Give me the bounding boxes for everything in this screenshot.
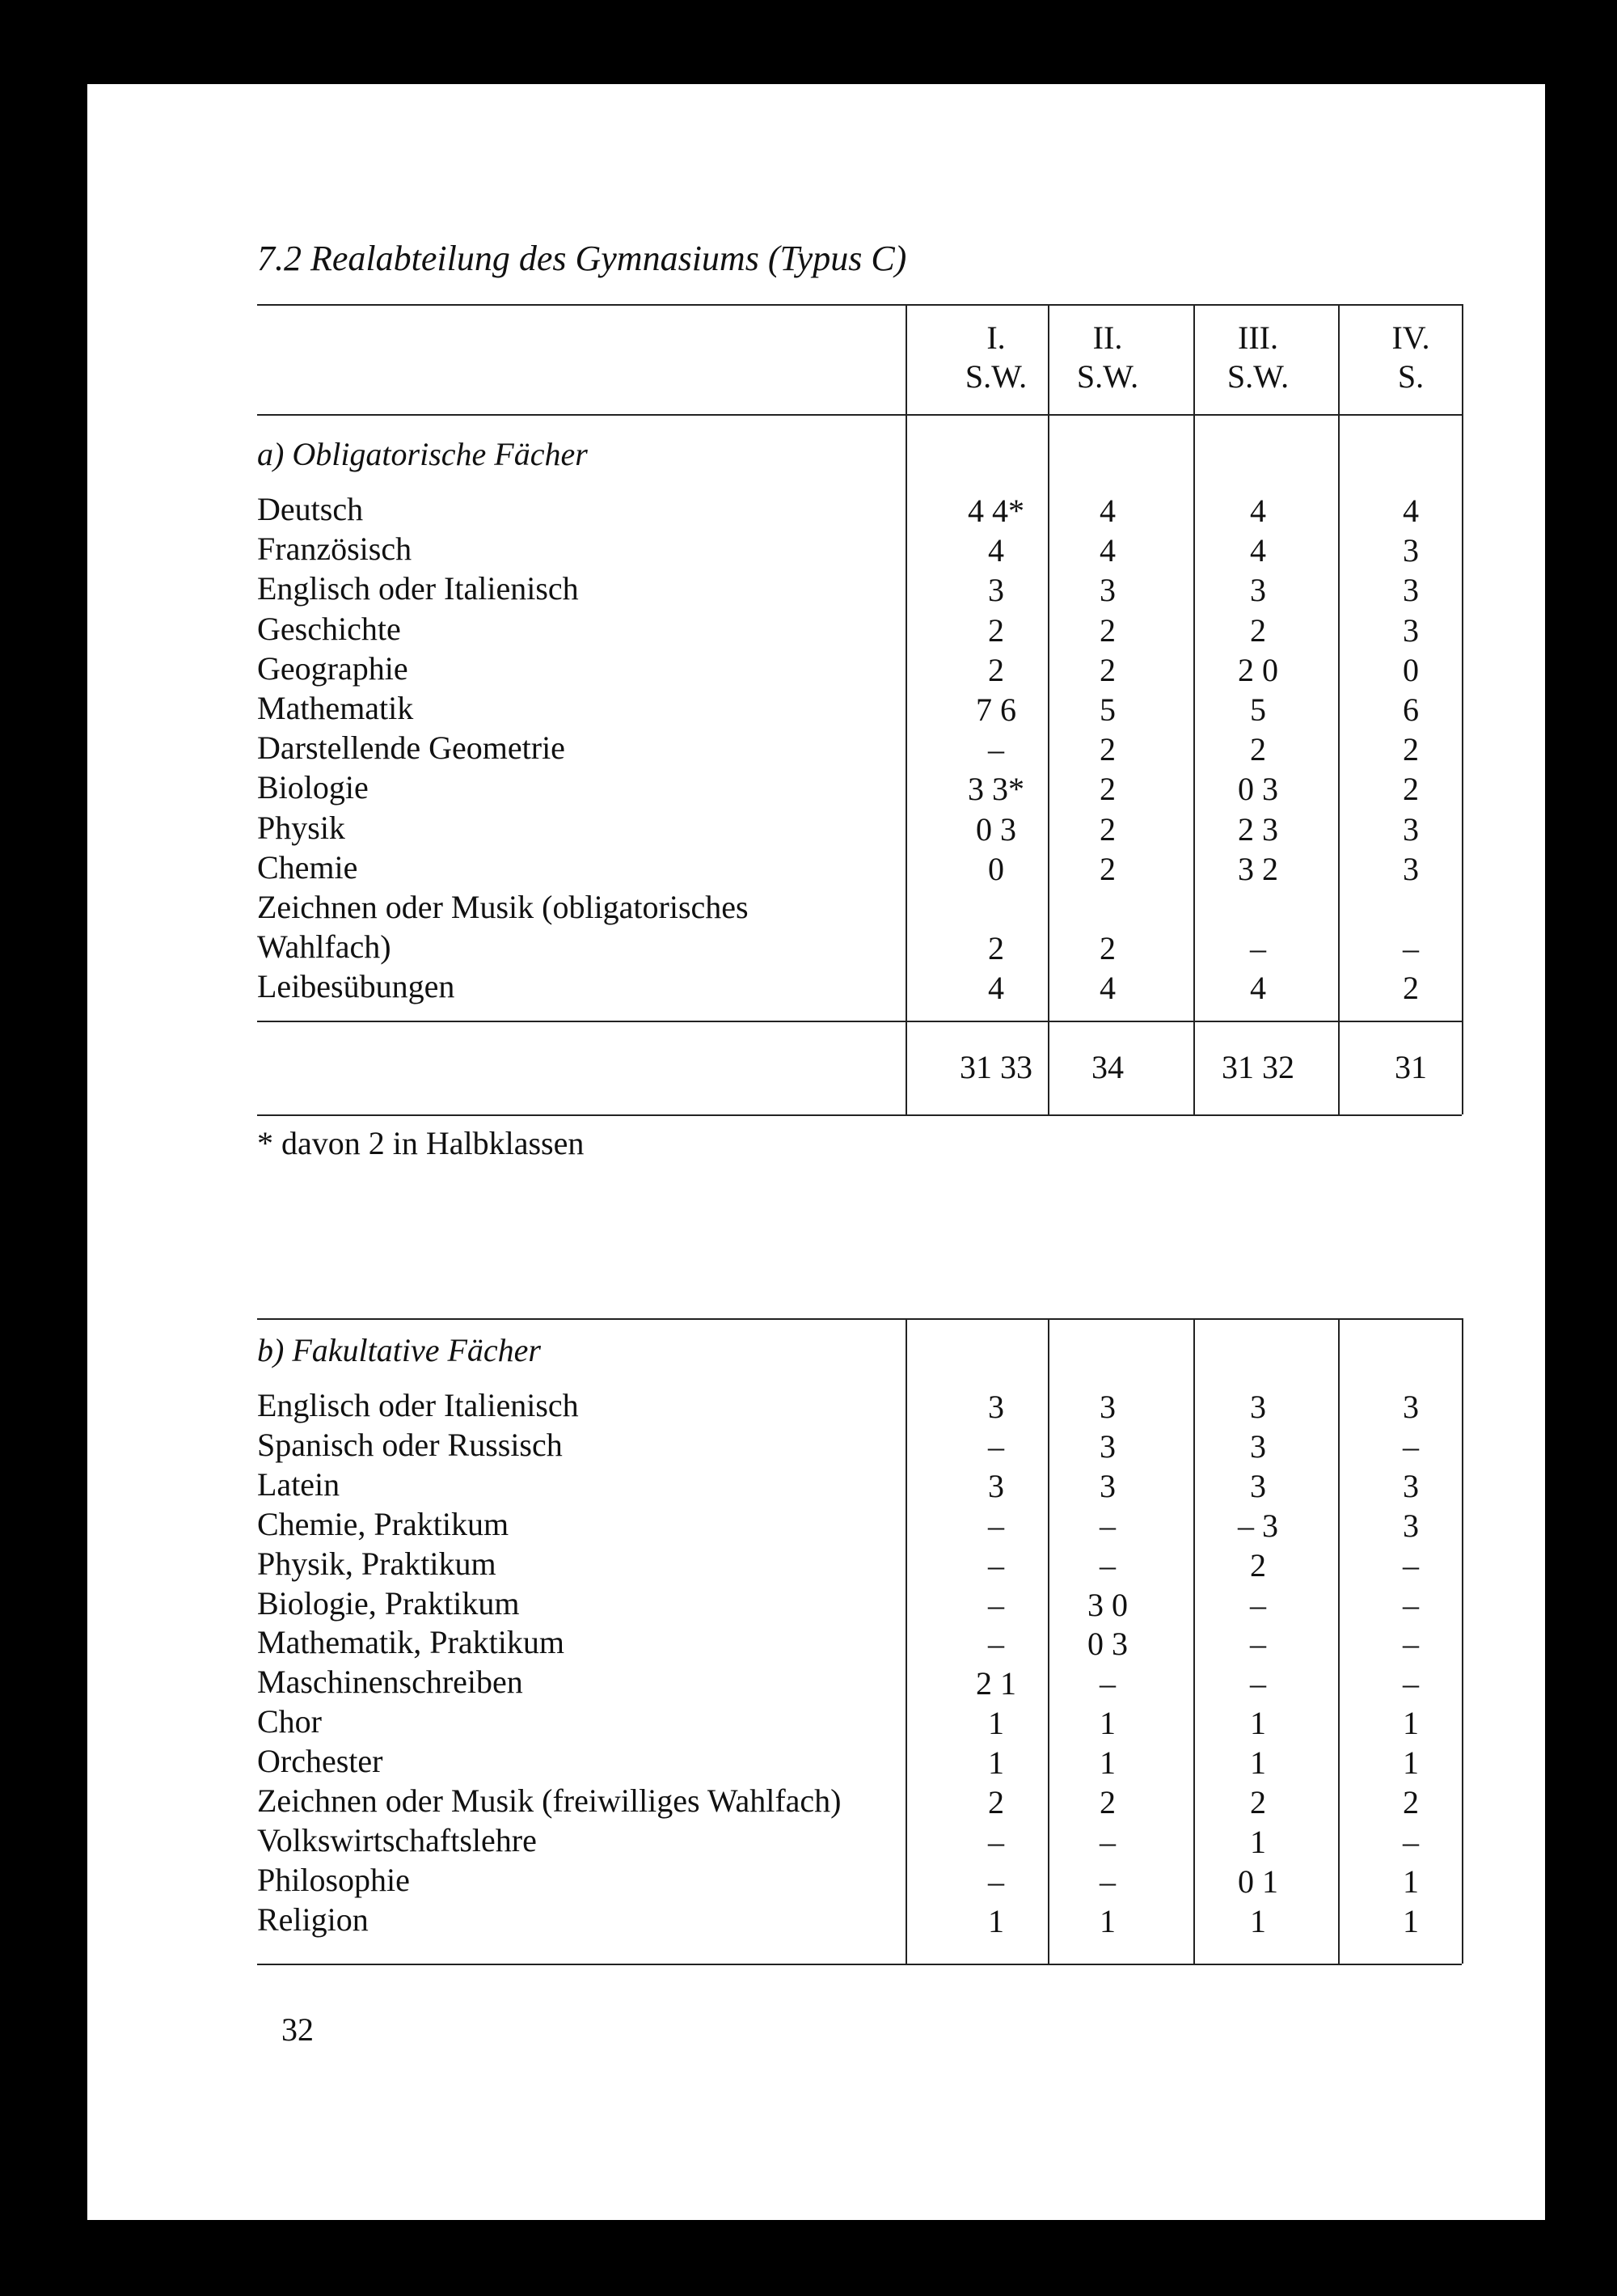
hours-value: 5 <box>1250 691 1266 728</box>
hours-value: 3 <box>1403 572 1419 609</box>
hours-value: 3 <box>1250 1467 1266 1504</box>
hours-value: 0 3 <box>1238 771 1278 808</box>
subject-name: Mathematik <box>257 690 414 726</box>
hours-value: – <box>1403 1586 1419 1623</box>
hours-value: 4 <box>1100 532 1116 569</box>
hours-value: 1 <box>1250 1744 1266 1782</box>
subject-name: Geographie <box>257 649 408 687</box>
total-hours: 34 <box>1091 1049 1124 1085</box>
hours-value: 2 1 <box>976 1665 1016 1702</box>
hours-value: 4 <box>1250 493 1266 529</box>
hours-value: 2 <box>1100 1784 1116 1820</box>
hours-value: 3 <box>988 1389 1004 1425</box>
hours-value: – <box>1250 1586 1266 1623</box>
hours-value: 3 <box>1100 572 1116 609</box>
hours-value: 4 <box>1100 970 1116 1007</box>
table-b-column-rule <box>1338 1318 1340 1964</box>
hours-value: 3 <box>1250 1389 1266 1425</box>
hours-value: – <box>1100 1507 1116 1544</box>
section-title: 7.2 Realabteilung des Gymnasiums (Typus C) <box>257 239 907 278</box>
hours-value: 3 <box>1403 532 1419 569</box>
subject-name: Biologie <box>257 769 369 806</box>
subject-name: Latein <box>257 1465 340 1503</box>
hours-value: 2 <box>1100 771 1116 808</box>
section-a-heading: a) Obligatorische Fächer <box>257 436 588 472</box>
hours-value: 2 <box>1403 771 1419 808</box>
hours-value: 4 <box>988 532 1004 569</box>
hours-value: – <box>988 1546 1004 1584</box>
hours-value: 3 <box>1100 1427 1116 1465</box>
hours-value: 3 <box>1250 572 1266 609</box>
hours-value: – <box>1403 1823 1419 1860</box>
page-number: 32 <box>281 2011 314 2048</box>
hours-value: 2 <box>1100 651 1116 688</box>
hours-value: – <box>1403 1626 1419 1663</box>
subject-name: Religion <box>257 1901 369 1938</box>
hours-value: 2 <box>1250 611 1266 649</box>
subject-name: Wahlfach) <box>257 928 391 966</box>
hours-value: – <box>1403 1546 1419 1584</box>
hours-value: 1 <box>1100 1705 1116 1742</box>
hours-value: 0 3 <box>976 810 1016 848</box>
column-header-line1: II. <box>1092 319 1123 356</box>
column-header <box>1039 319 1176 396</box>
hours-value: 1 <box>1403 1863 1419 1900</box>
hours-value: 4 <box>1250 970 1266 1007</box>
hours-value: 6 <box>1403 691 1419 728</box>
hours-value: 0 <box>1403 651 1419 688</box>
hours-value: 3 <box>1403 1507 1419 1544</box>
hours-value: 2 <box>1403 1784 1419 1820</box>
hours-value: 4 <box>1250 532 1266 569</box>
hours-value: 2 <box>988 651 1004 688</box>
hours-value: – <box>1250 930 1266 967</box>
subject-name: Englisch oder Italienisch <box>257 570 579 607</box>
hours-value: 1 <box>1100 1902 1116 1939</box>
hours-value: 2 <box>1100 930 1116 967</box>
subject-name: Französisch <box>257 531 412 568</box>
footnote: * davon 2 in Halbklassen <box>257 1125 585 1161</box>
hours-value: 1 <box>988 1705 1004 1742</box>
subject-name: Deutsch <box>257 491 364 527</box>
hours-value: 3 <box>1100 1389 1116 1425</box>
hours-value: 1 <box>988 1902 1004 1939</box>
hours-value: 7 6 <box>976 691 1016 728</box>
table-a-header-rule <box>257 414 1462 416</box>
hours-value: 2 <box>988 611 1004 649</box>
table-a-column-rule <box>906 304 907 1114</box>
column-header-line2: S.W. <box>1226 358 1290 395</box>
column-header-line1: III. <box>1238 319 1278 356</box>
hours-value: 0 3 <box>1087 1626 1128 1663</box>
subject-name: Geschichte <box>257 610 401 647</box>
subject-name: Englisch oder Italienisch <box>257 1387 579 1423</box>
hours-value: – <box>988 731 1004 768</box>
table-a-total-rule <box>257 1021 1462 1022</box>
hours-value: – <box>988 1626 1004 1663</box>
hours-value: 3 <box>1403 1467 1419 1504</box>
hours-value: 1 <box>1100 1744 1116 1782</box>
hours-value: 3 <box>988 572 1004 609</box>
hours-value: – 3 <box>1238 1507 1278 1544</box>
subject-name: Chor <box>257 1703 322 1740</box>
hours-value: 1 <box>1403 1902 1419 1939</box>
hours-value: – <box>1403 1665 1419 1702</box>
hours-value: 1 <box>1403 1744 1419 1782</box>
subject-name: Volkswirtschaftslehre <box>257 1821 537 1858</box>
subject-name: Zeichnen oder Musik (freiwilliges Wahlfach) <box>257 1782 842 1819</box>
table-a-top-rule <box>257 304 1462 306</box>
hours-value: 2 0 <box>1238 651 1278 688</box>
subject-name: Leibesübungen <box>257 968 455 1005</box>
subject-name: Philosophie <box>257 1861 410 1898</box>
hours-value: 1 <box>988 1744 1004 1782</box>
hours-value: – <box>1100 1546 1116 1584</box>
subject-name: Biologie, Praktikum <box>257 1584 520 1622</box>
subject-name: Maschinenschreiben <box>257 1664 523 1701</box>
hours-value: 3 <box>988 1467 1004 1504</box>
hours-value: 1 <box>1250 1823 1266 1860</box>
subject-name: Spanisch oder Russisch <box>257 1426 563 1463</box>
hours-value: 2 <box>988 930 1004 967</box>
column-header <box>1189 319 1327 396</box>
subject-name: Orchester <box>257 1743 383 1780</box>
hours-value: – <box>1250 1626 1266 1663</box>
subject-name: Darstellende Geometrie <box>257 729 565 767</box>
table-b-top-rule <box>257 1318 1462 1320</box>
hours-value: – <box>1403 1427 1419 1465</box>
table-b-bottom-rule <box>257 1964 1462 1965</box>
hours-value: 4 <box>988 970 1004 1007</box>
hours-value: 3 <box>1403 611 1419 649</box>
hours-value: – <box>1250 1665 1266 1702</box>
hours-value: 3 <box>1250 1427 1266 1465</box>
hours-value: – <box>1100 1665 1116 1702</box>
hours-value: 3 3* <box>968 771 1024 808</box>
hours-value: 2 <box>988 1784 1004 1820</box>
hours-value: – <box>988 1863 1004 1900</box>
hours-value: 3 <box>1403 810 1419 848</box>
hours-value: 1 <box>1250 1705 1266 1742</box>
hours-value: – <box>988 1507 1004 1544</box>
hours-value: 2 <box>1100 731 1116 768</box>
hours-value: 2 <box>1100 611 1116 649</box>
hours-value: 0 1 <box>1238 1863 1278 1900</box>
hours-value: 2 <box>1403 731 1419 768</box>
hours-value: 2 <box>1100 810 1116 848</box>
hours-value: – <box>1403 930 1419 967</box>
hours-value: 2 <box>1250 1784 1266 1820</box>
hours-value: 3 <box>1403 1389 1419 1425</box>
hours-value: 1 <box>1403 1705 1419 1742</box>
hours-value: 2 <box>1403 970 1419 1007</box>
table-b-column-rule <box>906 1318 907 1964</box>
column-header-line2: S.W. <box>1076 358 1139 395</box>
hours-value: – <box>988 1427 1004 1465</box>
hours-value: 3 <box>1100 1467 1116 1504</box>
hours-value: 2 3 <box>1238 810 1278 848</box>
subject-name: Chemie, Praktikum <box>257 1505 509 1542</box>
column-header-line1: IV. <box>1391 319 1430 356</box>
hours-value: 2 <box>1250 1546 1266 1584</box>
hours-value: 4 <box>1100 493 1116 529</box>
hours-value: 4 4* <box>968 493 1024 529</box>
hours-value: 3 2 <box>1238 850 1278 887</box>
hours-value: 3 0 <box>1087 1586 1128 1623</box>
column-header-line2: S. <box>1397 358 1425 395</box>
total-hours: 31 33 <box>960 1049 1032 1085</box>
subject-name: Physik <box>257 809 345 846</box>
column-header-line1: I. <box>986 319 1006 356</box>
hours-value: 5 <box>1100 691 1116 728</box>
hours-value: 1 <box>1250 1902 1266 1939</box>
hours-value: – <box>988 1586 1004 1623</box>
hours-value: – <box>1100 1823 1116 1860</box>
subject-name: Chemie <box>257 848 358 886</box>
hours-value: 4 <box>1403 493 1419 529</box>
column-header <box>1342 319 1480 396</box>
hours-value: 0 <box>988 850 1004 887</box>
subject-name: Mathematik, Praktikum <box>257 1624 564 1661</box>
hours-value: – <box>1100 1863 1116 1900</box>
hours-value: 2 <box>1250 731 1266 768</box>
total-hours: 31 32 <box>1222 1049 1294 1085</box>
hours-value: 2 <box>1100 850 1116 887</box>
subject-name: Zeichnen oder Musik (obligatorisches <box>257 889 749 925</box>
column-header-line2: S.W. <box>965 358 1028 395</box>
table-a-column-rule <box>1338 304 1340 1114</box>
section-b-heading: b) Fakultative Fächer <box>257 1332 541 1368</box>
hours-value: 3 <box>1403 850 1419 887</box>
total-hours: 31 <box>1395 1049 1427 1085</box>
subject-name: Physik, Praktikum <box>257 1545 496 1582</box>
hours-value: – <box>988 1823 1004 1860</box>
table-a-bottom-rule <box>257 1114 1462 1116</box>
